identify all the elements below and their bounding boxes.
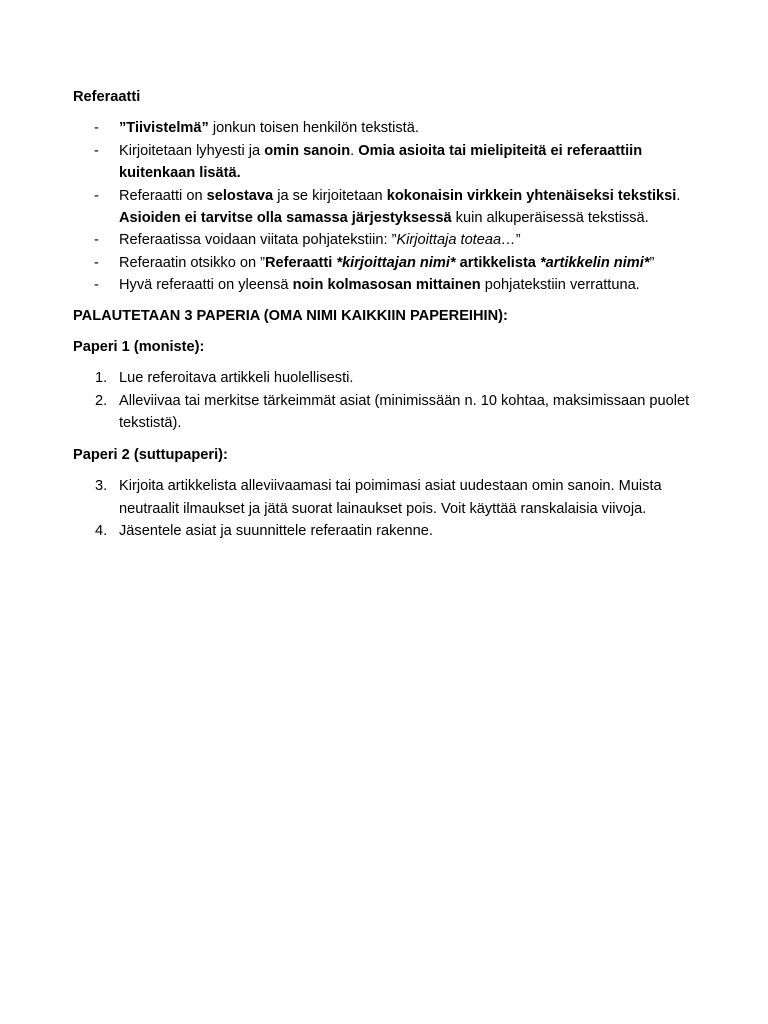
text-run: Omia asioita tai mielipiteitä ei referaattiin kuitenkaan lisätä. [119, 142, 643, 182]
dash-marker: - [94, 277, 99, 294]
bullet-item [73, 274, 703, 296]
text-run: . [350, 142, 359, 159]
paper-2-steps [73, 475, 703, 542]
text-run: . [676, 187, 681, 204]
bullet-item [73, 140, 703, 185]
text-run: Referaatin otsikko on ” [119, 254, 266, 271]
text-run: omin sanoin [264, 142, 351, 159]
text-run: ja se kirjoitetaan [273, 187, 387, 204]
step-item [73, 475, 703, 520]
text-run: jonkun toisen henkilön tekstistä. [208, 120, 419, 137]
step-text: Lue referoitava artikkeli huolellisesti. [119, 370, 354, 387]
dash-marker: - [94, 142, 99, 159]
dash-marker: - [94, 254, 99, 271]
text-run: kuin alkuperäisessä tekstissä. [451, 210, 649, 227]
paper-1-steps [73, 367, 703, 434]
text-run: Asioiden ei tarvitse olla samassa järjestyksessä [119, 210, 452, 227]
text-run: selostava [206, 187, 274, 204]
text-run: Hyvä referaatti on yleensä [119, 277, 293, 294]
step-text: Jäsentele asiat ja suunnittele referaatin rakenne. [119, 522, 433, 539]
dash-marker: - [94, 187, 99, 204]
text-run: *artikkelin nimi* [539, 254, 650, 271]
text-run: noin kolmasosan mittainen [292, 277, 481, 294]
bullet-text [119, 120, 419, 136]
text-run: Kirjoitetaan lyhyesti ja [119, 142, 265, 159]
bullet-text [119, 255, 654, 271]
step-text: Kirjoita artikkelista alleviivaamasi tai poimimasi asiat uudestaan omin sanoin. Muista neutraalit ilmaukset ja jätä suorat lainaukset pois. Voit käyttää ranskalaisia viivoja. [119, 478, 662, 517]
step-number: 1. [95, 370, 108, 387]
bullet-item [73, 229, 703, 251]
step-number: 2. [95, 392, 108, 409]
bullet-item [73, 185, 703, 230]
dash-marker: - [94, 120, 99, 137]
step-number: 4. [95, 522, 108, 539]
bullet-item [73, 252, 703, 274]
document-title: Referaatti [73, 89, 141, 105]
step-item [73, 367, 703, 389]
text-run: Referaatti [265, 254, 337, 271]
text-run: kokonaisin virkkein yhtenäiseksi tekstiksi [386, 187, 677, 204]
referaatti-bullet-list [73, 117, 703, 296]
step-number: 3. [95, 478, 108, 495]
document-content [73, 86, 703, 551]
bullet-text [119, 143, 642, 181]
bullet-text [119, 277, 640, 293]
step-text: Alleviivaa tai merkitse tärkeimmät asiat (minimissään n. 10 kohtaa, maksimissaan puolet tekstistä). [119, 392, 690, 432]
text-run: Referaatissa voidaan viitata pohjatekstiin: ” [119, 232, 397, 249]
bullet-text [119, 232, 521, 248]
text-run: ”Tiivistelmä” [119, 120, 209, 137]
text-run: ” [515, 232, 521, 249]
text-run: ” [649, 254, 655, 271]
text-run: pohjatekstiin verrattuna. [480, 277, 640, 294]
bullet-item [73, 117, 703, 139]
text-run: Referaatti on [119, 187, 207, 204]
bullet-text [119, 188, 680, 226]
text-run: artikkelista [455, 254, 540, 271]
dash-marker: - [94, 232, 99, 249]
text-run: Kirjoittaja toteaa… [396, 232, 516, 249]
step-item [73, 390, 703, 435]
paper-2-heading: Paperi 2 (suttupaperi): [73, 446, 228, 463]
paper-1-heading: Paperi 1 (moniste): [73, 339, 205, 356]
step-item [73, 520, 703, 542]
text-run: *kirjoittajan nimi* [336, 254, 456, 271]
return-papers-heading: PALAUTETAAN 3 PAPERIA (OMA NIMI KAIKKIIN PAPEREIHIN): [73, 307, 508, 324]
